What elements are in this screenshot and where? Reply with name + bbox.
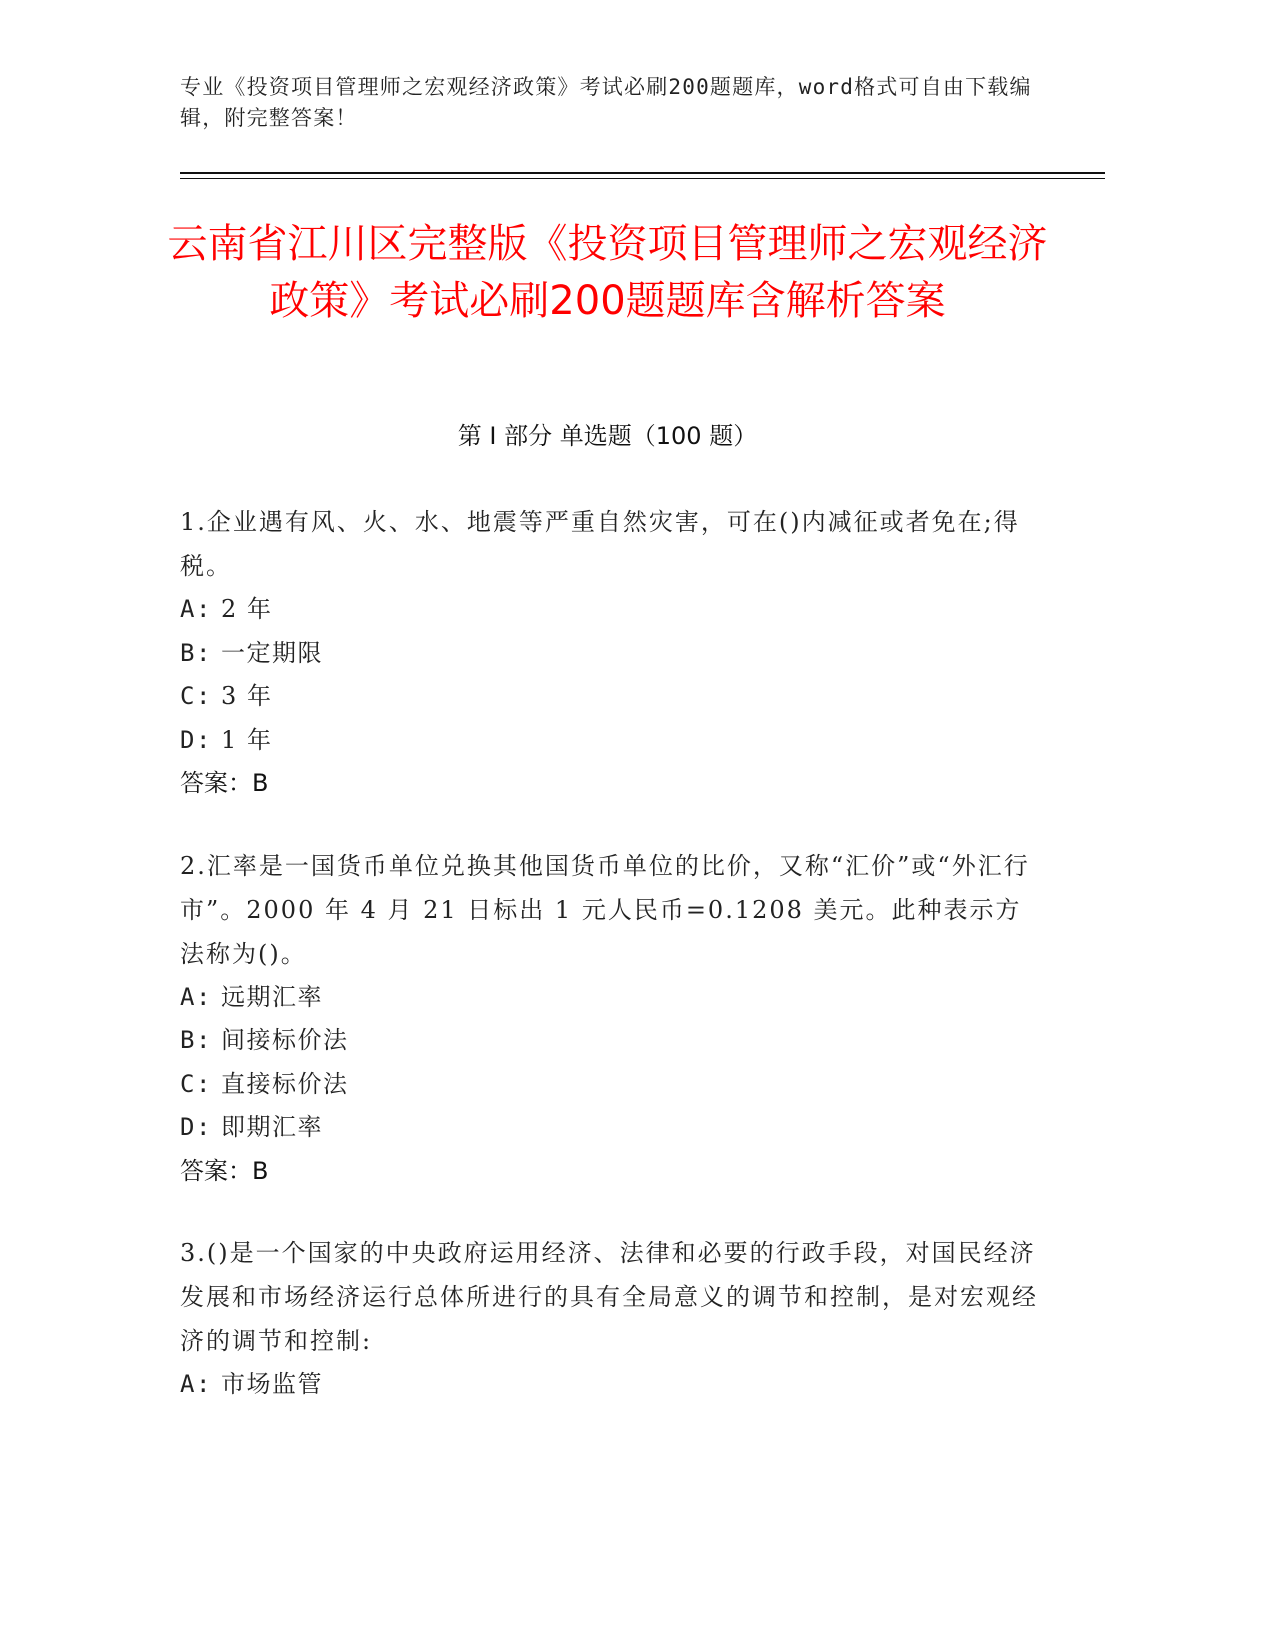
option-key: C: xyxy=(180,1069,212,1098)
option-text: 远期汇率 xyxy=(221,982,324,1011)
option-text: 间接标价法 xyxy=(221,1026,349,1054)
option-b xyxy=(180,632,1040,676)
option-c xyxy=(180,675,1040,719)
question-list xyxy=(180,500,1040,1445)
option-text: 即期汇率 xyxy=(221,1113,324,1141)
option-text: 一定期限 xyxy=(221,638,324,667)
option-d xyxy=(180,1106,1040,1150)
question-1 xyxy=(180,500,1040,806)
header-rule-thick xyxy=(180,172,1105,174)
option-key: C: xyxy=(180,682,212,710)
option-text: 直接标价法 xyxy=(221,1069,349,1098)
option-d xyxy=(180,719,1040,763)
header-note: 专业《投资项目管理师之宏观经济政策》考试必刷200题题库，word格式可自由下载编辑，附完整答案！ xyxy=(180,75,1032,130)
option-key: A: xyxy=(180,1370,212,1398)
question-text: 3.()是一个国家的中央政府运用经济、法律和必要的行政手段，对国民经济发展和市场经济运行总体所进行的具有全局意义的调节和控制，是对宏观经济的调节和控制: xyxy=(180,1239,1038,1355)
option-key: A: xyxy=(180,595,212,623)
option-a xyxy=(180,976,1040,1020)
option-c xyxy=(180,1063,1040,1107)
option-b xyxy=(180,1019,1040,1063)
question-3 xyxy=(180,1231,1040,1407)
question-text: 1.企业遇有风、火、水、地震等严重自然灾害，可在()内减征或者免在;得税。 xyxy=(180,508,1020,580)
option-key: D: xyxy=(180,725,212,754)
answer: 答案：B xyxy=(180,769,269,797)
option-text: 市场监管 xyxy=(221,1370,324,1398)
option-a xyxy=(180,1363,1040,1407)
option-key: D: xyxy=(180,1113,212,1141)
option-text: 1 年 xyxy=(221,725,273,754)
answer: 答案：B xyxy=(180,1156,269,1185)
section-heading: 第 I 部分 单选题（100 题） xyxy=(457,422,758,450)
question-2 xyxy=(180,844,1040,1194)
document-title: 云南省江川区完整版《投资项目管理师之宏观经济政策》考试必刷200题题库含解析答案 xyxy=(167,221,1048,324)
question-text: 2.汇率是一国货币单位兑换其他国货币单位的比价，又称“汇价”或“外汇行市”。2000 年 4 月 21 日标出 1 元人民币=0.1208 美元。此种表示方法称为()。 xyxy=(180,851,1030,968)
option-text: 3 年 xyxy=(221,682,273,710)
header-rule-thin xyxy=(180,178,1105,179)
option-text: 2 年 xyxy=(221,595,273,623)
option-key: B: xyxy=(180,1026,212,1054)
option-a xyxy=(180,588,1040,632)
option-key: A: xyxy=(180,982,212,1011)
option-key: B: xyxy=(180,638,212,667)
